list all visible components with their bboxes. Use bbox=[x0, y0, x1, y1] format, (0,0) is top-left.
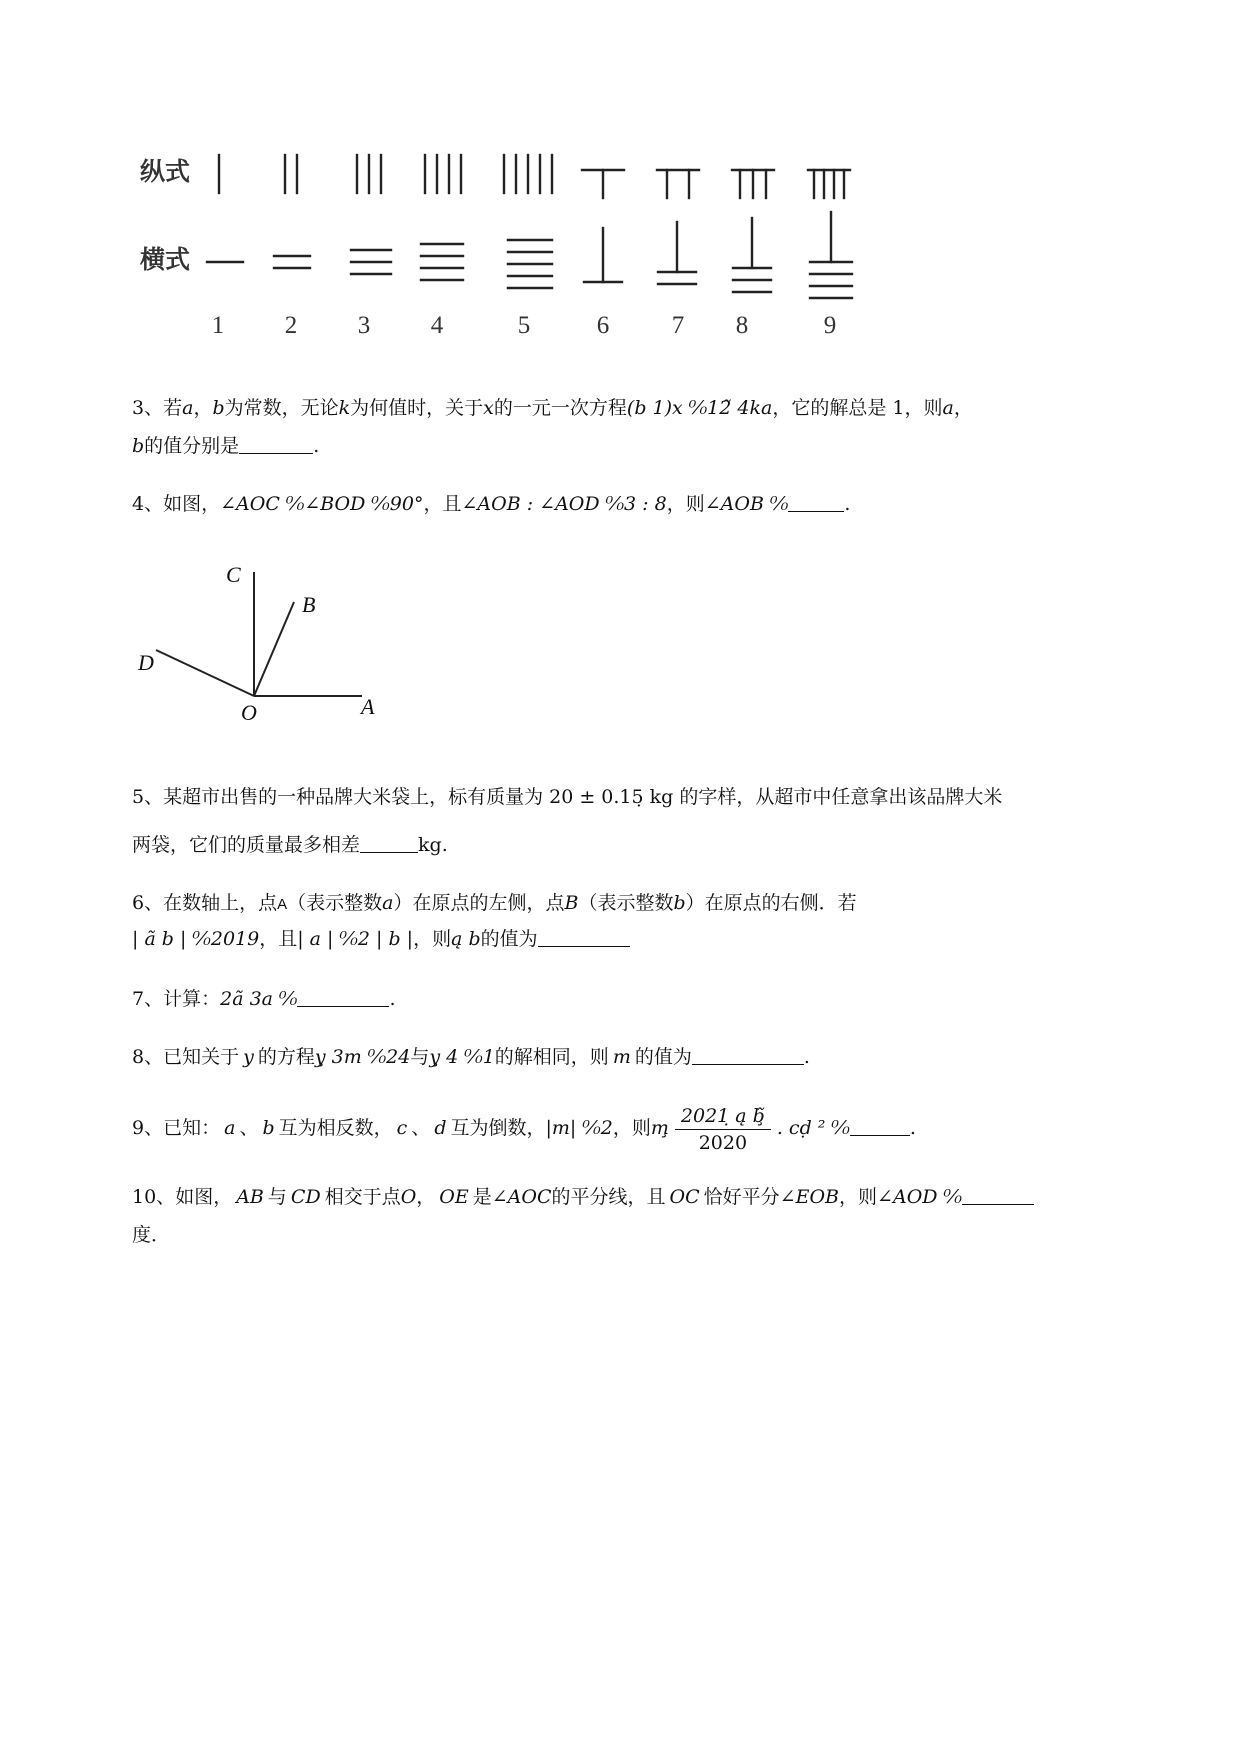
var-a: a bbox=[182, 397, 194, 419]
text: 的方程 bbox=[257, 1046, 315, 1068]
var-a: a bbox=[224, 1117, 236, 1139]
text: . bbox=[909, 1117, 916, 1139]
segment-cd: CD bbox=[290, 1186, 321, 1208]
var-y: y bbox=[243, 1046, 254, 1068]
expression: ą b bbox=[451, 928, 481, 950]
question-7 bbox=[132, 978, 395, 1020]
var-a: a bbox=[942, 397, 954, 419]
text: 、 bbox=[239, 1117, 259, 1139]
var-b: b bbox=[132, 435, 145, 457]
text: ，则 bbox=[839, 1186, 878, 1208]
rod-digit: 7 bbox=[671, 312, 685, 339]
text: 已知： bbox=[163, 1117, 221, 1139]
var-a: a bbox=[382, 892, 394, 914]
text: ）在原点的左侧，点 bbox=[393, 892, 565, 914]
answer-blank[interactable] bbox=[239, 434, 313, 454]
var-m: m̧ bbox=[650, 1117, 669, 1139]
text: ，则 bbox=[612, 1117, 651, 1139]
fraction bbox=[675, 1103, 771, 1156]
text: 互为倒数， bbox=[450, 1117, 546, 1139]
rod-row-label-horizontal: 横式 bbox=[140, 245, 191, 274]
text: . bbox=[389, 988, 396, 1010]
question-number: 6、 bbox=[132, 892, 164, 914]
text: ， bbox=[953, 397, 973, 419]
expression: ∠AOB ⁰⁄₀ bbox=[704, 493, 789, 515]
rod-numerals-figure bbox=[0, 0, 1241, 320]
fraction-numerator: 2021̣ ą b̧̃ bbox=[675, 1103, 771, 1130]
rod-digit: 4 bbox=[430, 312, 444, 339]
text: ，且 bbox=[423, 493, 462, 515]
var-b: b bbox=[673, 892, 686, 914]
question-number: 7、 bbox=[132, 988, 164, 1010]
point-label-a: A bbox=[361, 694, 375, 719]
answer-blank[interactable] bbox=[360, 833, 418, 853]
rod-digit: 8 bbox=[735, 312, 749, 339]
text: ，它的解总是 1，则 bbox=[772, 397, 943, 419]
text: 恰好平分 bbox=[703, 1186, 780, 1208]
text: 是 bbox=[472, 1186, 492, 1208]
rod-digit: 1 bbox=[211, 312, 225, 339]
angle: ∠EOB bbox=[779, 1186, 840, 1208]
text: 互为相反数， bbox=[278, 1117, 393, 1139]
text: 度． bbox=[132, 1224, 171, 1246]
angle: ∠AOC bbox=[491, 1186, 552, 1208]
text: 如图， bbox=[163, 493, 221, 515]
angle-figure bbox=[130, 560, 390, 730]
question-3-line-2 bbox=[132, 425, 319, 467]
answer-blank[interactable] bbox=[788, 492, 844, 512]
text: 两袋，它们的质量最多相差 bbox=[132, 834, 361, 856]
var-d: d bbox=[434, 1117, 447, 1139]
point-label-c: C bbox=[226, 562, 241, 587]
expression: |m| ⁰⁄₀2 bbox=[545, 1117, 613, 1139]
text: 相交于点 bbox=[324, 1186, 401, 1208]
text: 某超市出售的一种品牌大米袋上，标有质量为 bbox=[163, 786, 544, 808]
var-b: b bbox=[262, 1117, 275, 1139]
text: 的解相同，则 bbox=[494, 1046, 609, 1068]
question-4 bbox=[132, 483, 850, 525]
answer-blank[interactable] bbox=[538, 927, 630, 947]
text: 如图， bbox=[175, 1186, 233, 1208]
question-3-line-1 bbox=[132, 387, 973, 429]
text: . bbox=[844, 493, 851, 515]
question-number: 10、 bbox=[132, 1186, 176, 1208]
var-x: x bbox=[483, 397, 494, 419]
equation: (b 1)x ⁰⁄₀12̃ 4ka bbox=[626, 397, 773, 419]
expression: . cḍ ² ⁰⁄₀ bbox=[776, 1117, 850, 1139]
ray-oe: OE bbox=[439, 1186, 469, 1208]
answer-blank[interactable] bbox=[297, 987, 389, 1007]
text: ， bbox=[193, 397, 213, 419]
fraction-denominator: 2020 bbox=[698, 1131, 748, 1154]
rod-digit: 9 bbox=[823, 312, 837, 339]
question-5-line-1 bbox=[132, 776, 1002, 818]
text: 与 bbox=[267, 1186, 287, 1208]
question-6-line-2 bbox=[132, 918, 630, 960]
question-10-line-1 bbox=[132, 1176, 1034, 1218]
var-m: m bbox=[612, 1046, 631, 1068]
rod-digit: 5 bbox=[517, 312, 531, 339]
point-o: O bbox=[400, 1186, 417, 1208]
question-number: 4、 bbox=[132, 493, 164, 515]
point-a: A bbox=[277, 896, 288, 913]
expression: y̧ 3m ⁰⁄₀24 bbox=[314, 1046, 411, 1068]
question-number: 5、 bbox=[132, 786, 164, 808]
rod-row-label-vertical: 纵式 bbox=[140, 157, 191, 186]
text: . bbox=[441, 834, 448, 856]
question-9 bbox=[132, 1098, 916, 1158]
question-10-line-2 bbox=[132, 1214, 170, 1256]
segment-ab: AB bbox=[236, 1186, 264, 1208]
text: 的一元一次方程 bbox=[493, 397, 627, 419]
point-label-o: O bbox=[241, 700, 257, 725]
expression: 2ã 3a ⁰⁄₀ bbox=[220, 988, 298, 1010]
text: 与 bbox=[410, 1046, 430, 1068]
question-number: 9、 bbox=[132, 1117, 164, 1139]
expression: ∠AOB : ∠AOD ⁰⁄₀3 : 8 bbox=[461, 493, 667, 515]
text: 计算： bbox=[163, 988, 221, 1010]
text: 的字样，从超市中任意拿出该品牌大米 bbox=[679, 786, 1003, 808]
text: 已知关于 bbox=[163, 1046, 240, 1068]
ray-od bbox=[156, 650, 254, 696]
text: 为常数，无论 bbox=[224, 397, 339, 419]
answer-blank[interactable] bbox=[962, 1185, 1034, 1205]
question-8 bbox=[132, 1036, 810, 1078]
answer-blank[interactable] bbox=[850, 1116, 910, 1136]
answer-blank[interactable] bbox=[692, 1045, 804, 1065]
expression: ∠AOC ⁰⁄₀∠BOD ⁰⁄₀90° bbox=[220, 493, 424, 515]
text: 、 bbox=[411, 1117, 431, 1139]
text: （表示整数 bbox=[287, 892, 383, 914]
rod-digit: 3 bbox=[357, 312, 371, 339]
text: . bbox=[313, 435, 320, 457]
ray-ob bbox=[254, 602, 294, 696]
question-number: 3、 bbox=[132, 397, 164, 419]
text: ，则 bbox=[666, 493, 705, 515]
point-label-d: D bbox=[138, 650, 154, 675]
expression: y̧ 4 ⁰⁄₀1 bbox=[429, 1046, 495, 1068]
text: 若 bbox=[163, 397, 183, 419]
question-number: 8、 bbox=[132, 1046, 164, 1068]
text: ，且 bbox=[259, 928, 298, 950]
angle: ∠AOD ⁰⁄₀ bbox=[877, 1186, 962, 1208]
text: 在数轴上，点 bbox=[163, 892, 278, 914]
text: 的平分线，且 bbox=[551, 1186, 666, 1208]
expression: | a | ⁰⁄₀2 | b | bbox=[297, 928, 414, 950]
text: 的值为 bbox=[480, 928, 538, 950]
text: . bbox=[803, 1046, 810, 1068]
expression: | ã b | ⁰⁄₀2019 bbox=[132, 928, 260, 950]
rod-digit: 6 bbox=[596, 312, 610, 339]
unit: kg bbox=[418, 834, 442, 856]
question-5-line-2 bbox=[132, 824, 448, 866]
text: 为何值时，关于 bbox=[350, 397, 484, 419]
text: （表示整数 bbox=[578, 892, 674, 914]
rod-digit: 2 bbox=[284, 312, 298, 339]
var-b: b bbox=[212, 397, 225, 419]
text: ）在原点的右侧．若 bbox=[685, 892, 857, 914]
text: 的值分别是 bbox=[144, 435, 240, 457]
text: 的值为 bbox=[634, 1046, 692, 1068]
point-label-b: B bbox=[302, 592, 316, 617]
var-k: k bbox=[338, 397, 351, 419]
text: ，则 bbox=[413, 928, 452, 950]
point-b: B bbox=[564, 892, 579, 914]
expression: 20 ± 0.15̣ kg bbox=[549, 786, 674, 808]
var-c: c bbox=[396, 1117, 408, 1139]
ray-oc: OC bbox=[669, 1186, 700, 1208]
text: ， bbox=[416, 1186, 436, 1208]
